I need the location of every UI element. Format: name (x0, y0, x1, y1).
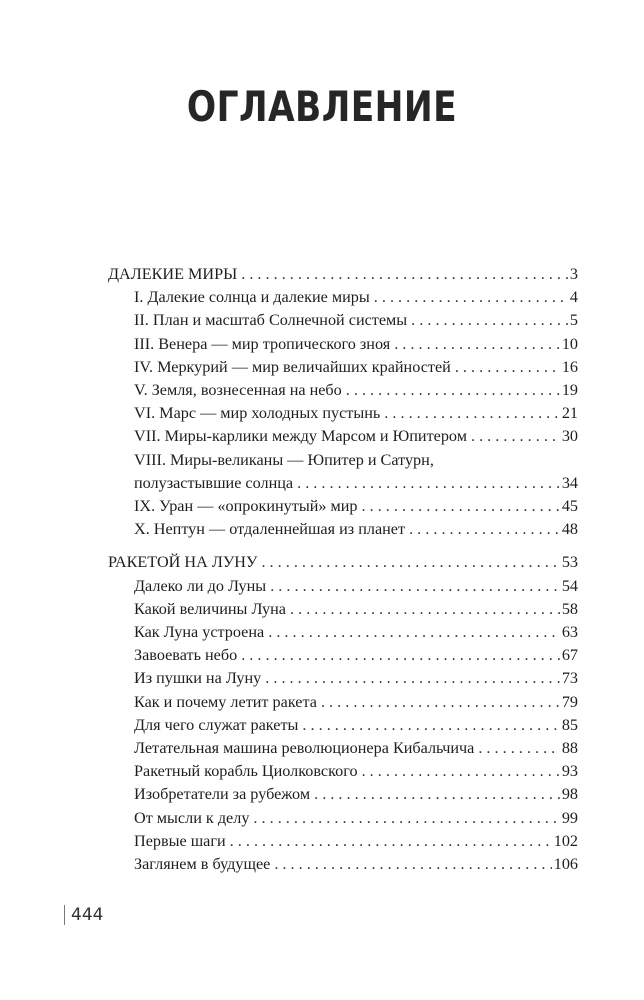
toc-page-number: 99 (561, 808, 578, 827)
toc-entry-label: Ракетный корабль Циолковского (134, 762, 358, 781)
toc-entry[interactable] (108, 333, 578, 356)
toc-entry[interactable] (108, 830, 578, 853)
dot-leader (253, 807, 559, 830)
toc-entry[interactable] (108, 667, 578, 690)
dot-leader (455, 356, 560, 379)
dot-leader (374, 286, 568, 309)
table-of-contents (108, 263, 578, 876)
toc-page-number: 5 (569, 311, 578, 330)
toc-page-number: 34 (561, 473, 578, 492)
dot-leader (478, 737, 559, 760)
toc-page-number: 85 (561, 715, 578, 734)
dot-leader (411, 309, 568, 332)
toc-section-distant-worlds (108, 263, 578, 541)
toc-entry[interactable] (108, 575, 578, 598)
toc-entry[interactable] (108, 425, 578, 448)
toc-entry[interactable] (108, 286, 578, 309)
toc-page-number: 48 (561, 520, 578, 539)
toc-entry-label: Как и почему летит ракета (134, 692, 317, 711)
toc-entry[interactable] (108, 737, 578, 760)
toc-entry[interactable] (108, 853, 578, 876)
dot-leader (297, 472, 560, 495)
toc-entry-label: Как Луна устроена (134, 623, 265, 642)
toc-page-number: 58 (561, 599, 578, 618)
dot-leader (362, 760, 560, 783)
toc-page-number: 79 (561, 692, 578, 711)
toc-entry-label: Для чего служат ракеты (134, 715, 299, 734)
toc-entry-label: От мысли к делу (134, 808, 250, 827)
toc-entry-label: Первые шаги (134, 831, 226, 850)
toc-page-number: 21 (561, 404, 578, 423)
toc-page-number: 45 (561, 497, 578, 516)
toc-entry-label: II. План и масштаб Солнечной системы (134, 311, 408, 330)
dot-leader (274, 853, 551, 876)
dot-leader (346, 379, 560, 402)
toc-page-number: 30 (561, 427, 578, 446)
toc-entry[interactable] (108, 495, 578, 518)
toc-entry[interactable] (108, 402, 578, 425)
toc-entry[interactable] (108, 379, 578, 402)
toc-entry[interactable] (108, 807, 578, 830)
toc-entry-label: I. Далекие солнца и далекие миры (134, 288, 370, 307)
dot-leader (268, 621, 560, 644)
toc-entry-label: IV. Меркурий — мир величайших крайностей (134, 357, 451, 376)
toc-page-number: 16 (561, 357, 578, 376)
toc-section-rocket-to-moon (108, 551, 578, 876)
toc-entry[interactable] (108, 760, 578, 783)
toc-entry-label: Завоевать небо (134, 646, 238, 665)
toc-page-number: 93 (561, 762, 578, 781)
page-title: ОГЛАВЛЕНИЕ (186, 82, 458, 131)
toc-entry[interactable] (108, 644, 578, 667)
folio-page-number: 444 (71, 905, 104, 925)
toc-entry[interactable] (108, 714, 578, 737)
toc-page-number: 10 (561, 334, 578, 353)
toc-page-number: 3 (569, 265, 578, 283)
toc-entry-first-line[interactable]: VIII. Миры-великаны — Юпитер и Сатурн, (134, 450, 434, 469)
dot-leader (230, 830, 552, 853)
dot-leader (241, 263, 568, 286)
toc-entry-label: полузастывшие солнца (134, 473, 294, 492)
toc-page-number: 88 (561, 739, 578, 758)
dot-leader (321, 691, 560, 714)
toc-entry[interactable] (108, 598, 578, 621)
dot-leader (302, 714, 559, 737)
toc-section-heading[interactable] (108, 263, 578, 286)
dot-leader (265, 667, 560, 690)
dot-leader (314, 783, 560, 806)
toc-heading-label: ДАЛЕКИЕ МИРЫ (108, 265, 238, 283)
toc-entry-label: Какой величины Луна (134, 599, 286, 618)
toc-entry[interactable] (108, 472, 578, 495)
dot-leader (384, 402, 560, 425)
folio-divider (64, 905, 65, 925)
toc-entry[interactable] (108, 518, 578, 541)
dot-leader (362, 495, 560, 518)
toc-page-number: 67 (561, 646, 578, 665)
toc-page-number: 102 (553, 831, 578, 850)
dot-leader (261, 551, 559, 574)
toc-entry[interactable] (108, 309, 578, 332)
toc-entry-label: Изобретатели за рубежом (134, 785, 311, 804)
toc-entry[interactable] (108, 691, 578, 714)
dot-leader (394, 333, 560, 356)
toc-entry[interactable] (108, 356, 578, 379)
toc-entry[interactable] (108, 783, 578, 806)
toc-entry-label: IX. Уран — «опрокинутый» мир (134, 497, 358, 516)
dot-leader (290, 598, 560, 621)
dot-leader (241, 644, 560, 667)
toc-page-number: 4 (569, 288, 578, 307)
toc-page-number: 98 (561, 785, 578, 804)
toc-heading-label: РАКЕТОЙ НА ЛУНУ (108, 553, 258, 572)
toc-entry-label: V. Земля, вознесенная на небо (134, 381, 342, 400)
toc-page-number: 73 (561, 669, 578, 688)
toc-entry-label: Заглянем в будущее (134, 855, 271, 874)
dot-leader (471, 425, 560, 448)
toc-entry-label: X. Нептун — отдаленнейшая из планет (134, 520, 406, 539)
toc-entry-label: VII. Миры-карлики между Марсом и Юпитером (134, 427, 467, 446)
toc-page-number: 106 (553, 855, 578, 874)
toc-page-number: 54 (561, 576, 578, 595)
toc-entry-label: Из пушки на Луну (134, 669, 262, 688)
toc-entry-label: III. Венера — мир тропического зноя (134, 334, 391, 353)
dot-leader (270, 575, 560, 598)
toc-entry-label: Далеко ли до Луны (134, 576, 267, 595)
toc-entry[interactable] (108, 621, 578, 644)
toc-entry-label: Летательная машина революционера Кибальчича (134, 739, 475, 758)
toc-page-number: 19 (561, 381, 578, 400)
page-folio (64, 905, 103, 925)
dot-leader (409, 518, 560, 541)
toc-entry-label: VI. Марс — мир холодных пустынь (134, 404, 381, 423)
toc-page-number: 63 (561, 623, 578, 642)
toc-section-heading[interactable] (108, 551, 578, 574)
toc-page-number: 53 (561, 553, 578, 572)
